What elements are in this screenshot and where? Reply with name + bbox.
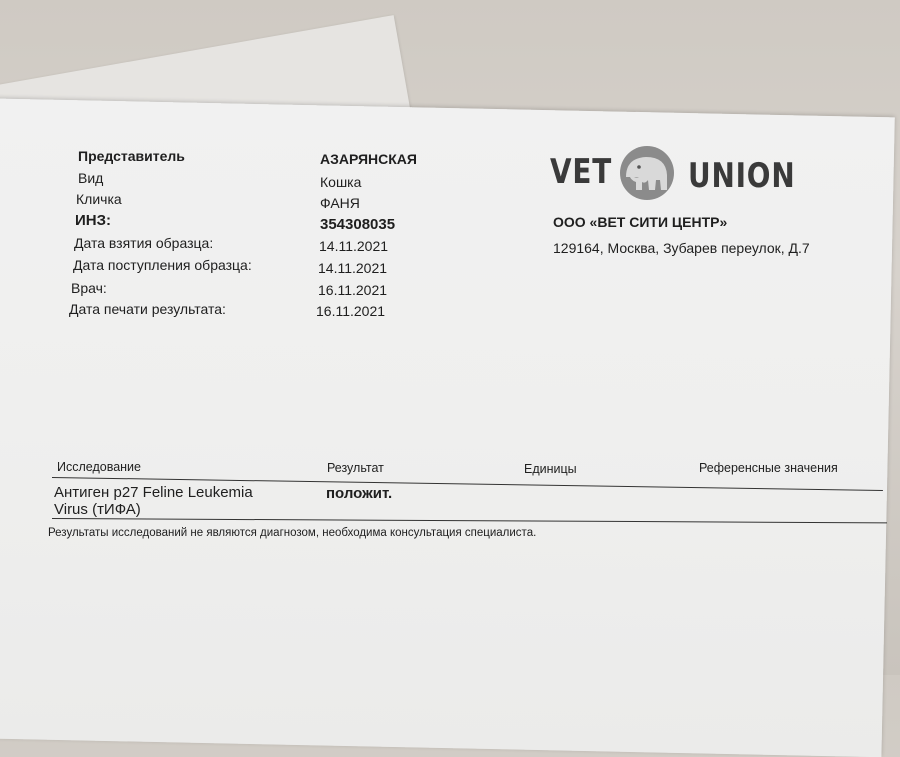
sample-date-value: 14.11.2021 — [319, 238, 389, 254]
header-test: Исследование — [57, 460, 141, 474]
receipt-date-value: 14.11.2021 — [318, 260, 388, 276]
representative-label: Представитель — [78, 148, 185, 164]
species-value: Кошка — [320, 174, 362, 190]
header-reference: Референсные значения — [699, 461, 838, 475]
logo-left-text: VET — [550, 152, 613, 192]
print-date-value: 16.11.2021 — [316, 303, 386, 319]
test-name-line1: Антиген p27 Feline Leukemia — [54, 484, 253, 501]
species-label: Вид — [78, 170, 104, 186]
company-address: 129164, Москва, Зубарев переулок, Д.7 — [553, 240, 810, 256]
inz-value: 354308035 — [320, 216, 396, 233]
doctor-label: Врач: — [71, 280, 107, 296]
sample-date-label: Дата взятия образца: — [74, 235, 214, 251]
receipt-date-label: Дата поступления образца: — [73, 257, 252, 273]
paper-sheet — [0, 98, 895, 757]
disclaimer-text: Результаты исследований не являются диагнозом, необходима консультация специалиста. — [48, 527, 537, 539]
company-name: ООО «ВЕТ СИТИ ЦЕНТР» — [553, 214, 728, 230]
result-value: положит. — [326, 485, 393, 502]
header-units: Единицы — [524, 462, 577, 476]
test-name-line2: Virus (тИФА) — [54, 501, 141, 518]
elephant-icon — [612, 144, 682, 202]
doctor-value: 16.11.2021 — [318, 282, 388, 298]
nickname-value: ФАНЯ — [320, 195, 360, 211]
inz-label: ИНЗ: — [75, 212, 112, 229]
print-date-label: Дата печати результата: — [69, 301, 226, 317]
logo-right-text: UNION — [688, 156, 796, 196]
nickname-label: Кличка — [76, 191, 122, 207]
representative-value: АЗАРЯНСКАЯ — [320, 151, 417, 167]
header-result: Результат — [327, 461, 384, 475]
